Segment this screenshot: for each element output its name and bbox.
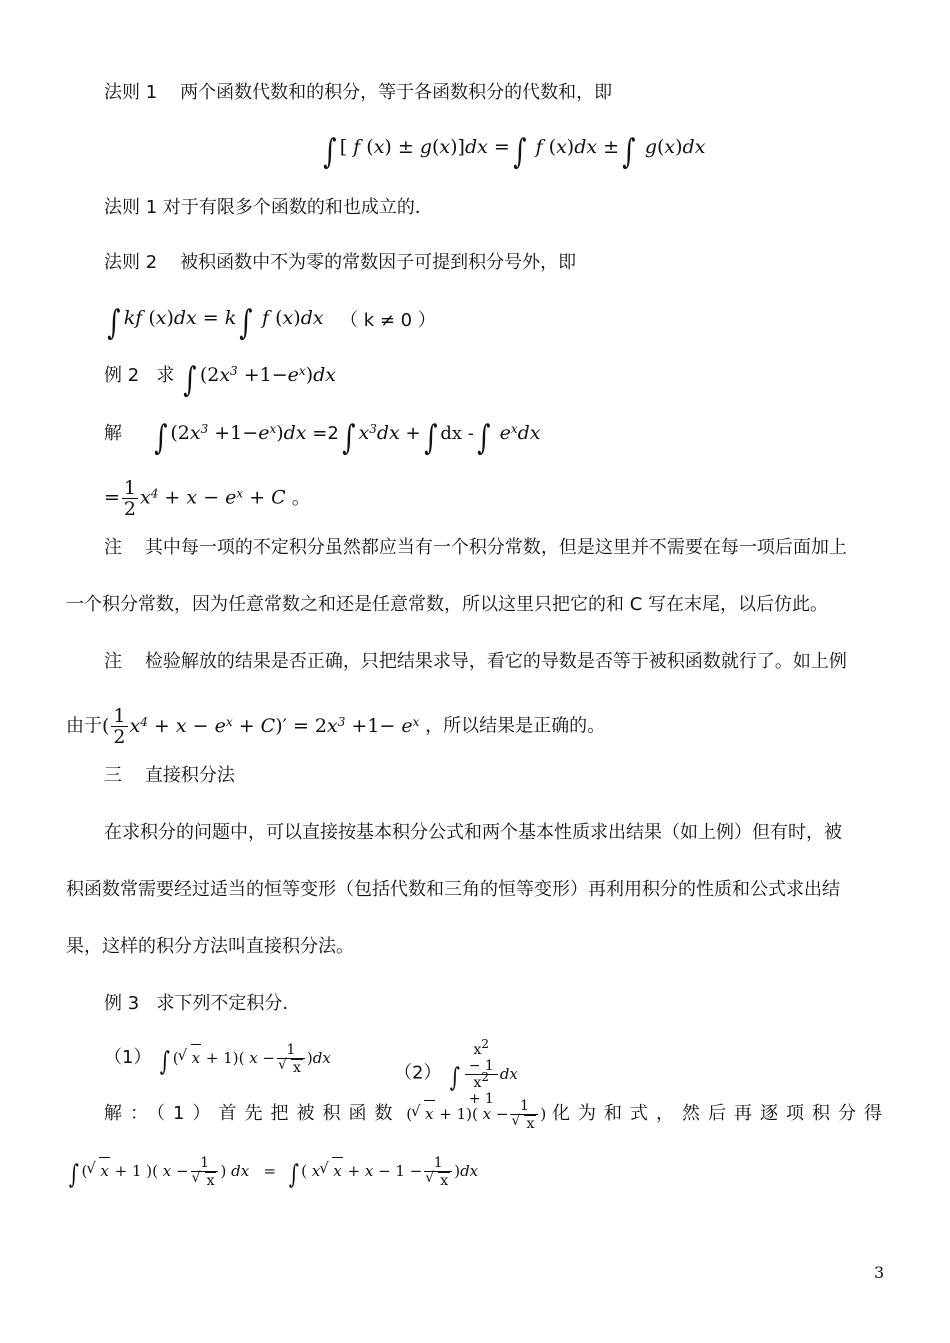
ex3-item1: （1） — [104, 1047, 152, 1068]
sol2-eq: =2 — [312, 423, 339, 444]
note2-line1: 检验解放的结果是否正确，只把结果求导，看它的导数是否等于被积函数就行了。如上例 — [144, 651, 847, 672]
rule1-text: 两个函数代数和的积分，等于各函数积分的代数和，即 — [180, 82, 613, 103]
sol2-dx: dx - — [440, 423, 474, 444]
para3-line3: 果，这样的积分方法叫直接积分法。 — [66, 936, 354, 957]
sol3-formula: ∫ (√ x + 1 )( x − 1 √ x ) dx = ∫ ( x√ x + x − 1 − 1 √ x )dx — [66, 1155, 478, 1189]
rule2-label: 法则 2 — [104, 252, 158, 273]
sol2-result: = $\frac{1}{2}$ $x^4 + x - e^x + C$ 。 — [104, 477, 311, 520]
rule2-text: 被积函数中不为零的常数因子可提到积分号外，即 — [180, 252, 577, 273]
sol3-integrand: (√ x + 1)( x − 1 √ x ) — [406, 1105, 546, 1123]
sol2-result-end: 。 — [291, 486, 311, 509]
para3-line1: 在求积分的问题中，可以直接按基本积分公式和两个基本性质求出结果（如上例）但有时，被 — [104, 822, 842, 843]
ex3-label: 例 3 — [104, 993, 140, 1014]
ex2-ask: 求 — [156, 365, 175, 386]
ex3-integral2: ∫ $x^2$ − 1 $x^2$ + 1 dx — [449, 1037, 518, 1107]
note1-line2: 一个积分常数，因为任意常数之和还是任意常数，所以这里只把它的和 C 写在末尾，以后仿此。 — [66, 594, 829, 615]
note1-line1: 其中每一项的不定积分虽然都应当有一个积分常数，但是这里并不需要在每一项后面加上 — [144, 537, 847, 558]
ex3-item2: （2） — [394, 1062, 442, 1084]
sol2-term3: ∫ $e^xdx$ — [477, 418, 541, 458]
sol2-lhs: ∫ $(2x^3 +1-e^x)dx$ — [153, 418, 307, 458]
note2-formula: ( $\frac{1}{2}$ $x^4 + x - e^x + C)' = 2x^3 +1- e^x$ — [102, 705, 420, 748]
rule2-formula: ∫ kf (x)dx = k∫ f (x)dx — [107, 303, 324, 343]
sol3-tail: 化为和式，然后再逐项积分得 — [551, 1103, 890, 1124]
note2-label: 注 — [104, 651, 122, 672]
note2-post: ，所以结果是正确的。 — [425, 715, 606, 737]
page-number: 3 — [874, 1263, 885, 1282]
sol3-lead: 解：（1）首先把被积函数 — [104, 1103, 401, 1124]
ex2-integral: ∫ $(2x^3 +1-e^x)dx$ — [183, 360, 337, 400]
sol2-label: 解 — [104, 423, 122, 444]
note1-label: 注 — [104, 537, 122, 558]
rule1-formula: ∫ [ f (x) ± g(x)]dx =∫ f (x)dx ±∫ g(x)dx — [323, 132, 706, 172]
note2-pre: 由于 — [66, 715, 102, 737]
sol2-term1: ∫ $x^3dx$ — [342, 418, 400, 458]
ex3-text: 求下列不定积分. — [156, 993, 289, 1014]
section3-label: 三 — [104, 765, 122, 786]
sol2-plus: + — [405, 423, 421, 444]
rule1-label: 法则 1 — [104, 82, 158, 103]
section3-title: 直接积分法 — [144, 765, 235, 786]
rule1-note: 法则 1 对于有限多个函数的和也成立的． — [104, 197, 433, 218]
para3-line2: 积函数常需要经过适当的恒等变形（包括代数和三角的恒等变形）再利用积分的性质和公式求出结 — [66, 879, 840, 900]
rule2-condition: （ k ≠ 0 ） — [340, 310, 436, 331]
ex2-label: 例 2 — [104, 365, 140, 386]
ex3-integral1: ∫ (√ x + 1)( x − 1 √ x )dx — [157, 1049, 331, 1067]
